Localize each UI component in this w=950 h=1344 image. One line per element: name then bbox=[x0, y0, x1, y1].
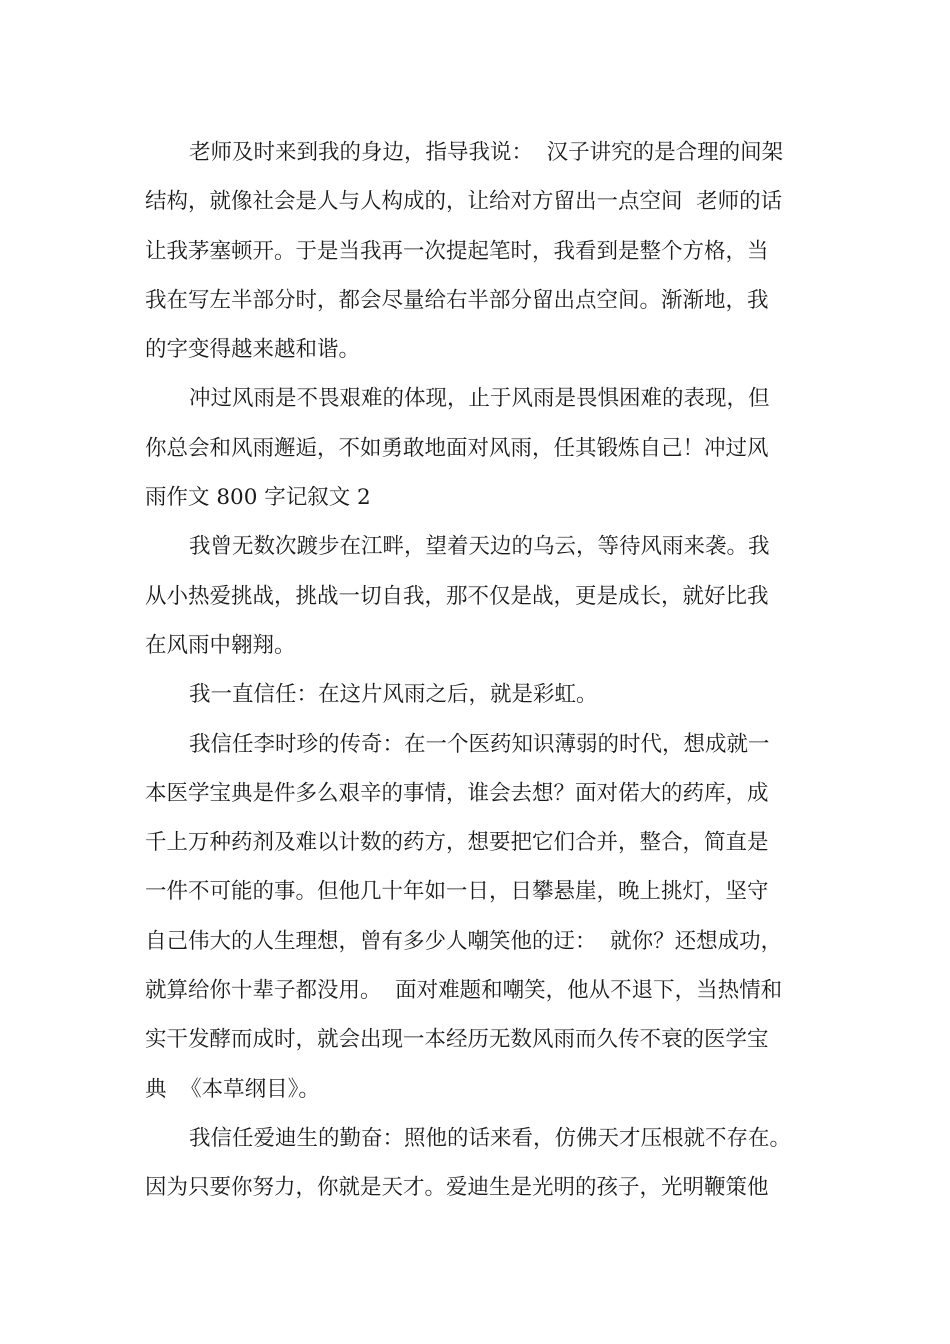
document-body bbox=[145, 128, 815, 1213]
paragraph-5 bbox=[145, 720, 815, 1114]
text-line: 你总会和风雨邂逅，不如勇敢地面对风雨，任其锻炼自己！冲过风 bbox=[145, 435, 769, 461]
paragraph-4 bbox=[145, 670, 815, 719]
text-line: 雨作文 800 字记叙文 2 bbox=[145, 485, 371, 511]
paragraph-1 bbox=[145, 128, 815, 374]
paragraph-3 bbox=[145, 522, 815, 670]
text-line: 我曾无数次踱步在江畔，望着天边的乌云，等待风雨来袭。我 bbox=[189, 534, 770, 560]
text-line: 千上万种药剂及难以计数的药方，想要把它们合并，整合，简直是 bbox=[145, 830, 769, 856]
text-line: 我一直信任：在这片风雨之后，就是彩虹。 bbox=[189, 682, 598, 708]
text-line: 本医学宝典是件多么艰辛的事情，谁会去想？面对偌大的药库，成 bbox=[145, 780, 769, 806]
text-line: 实干发酵而成时，就会出现一本经历无数风雨而久传不衰的医学宝 bbox=[145, 1027, 769, 1053]
text-line: 让我茅塞顿开。于是当我再一次提起笔时，我看到是整个方格，当 bbox=[145, 238, 769, 264]
paragraph-2 bbox=[145, 374, 815, 522]
text-line: 因为只要你努力，你就是天才。爱迪生是光明的孩子，光明鞭策他 bbox=[145, 1175, 769, 1201]
text-line: 老师及时来到我的身边，指导我说： 汉子讲究的是合理的间架 bbox=[189, 140, 784, 165]
text-line: 冲过风雨是不畏艰难的体现，止于风雨是畏惧困难的表现，但 bbox=[189, 386, 770, 412]
text-line: 从小热爱挑战，挑战一切自我，那不仅是战，更是成长，就好比我 bbox=[145, 583, 769, 609]
text-line: 就算给你十辈子都没用。 面对难题和嘲笑，他从不退下，当热情和 bbox=[145, 978, 783, 1004]
text-line: 典 《本草纲目》。 bbox=[145, 1076, 320, 1102]
text-line: 我在写左半部分时，都会尽量给右半部分留出点空间。渐渐地，我 bbox=[145, 287, 769, 313]
text-line: 我信任李时珍的传奇：在一个医药知识薄弱的时代，想成就一 bbox=[189, 731, 770, 757]
text-line: 结构，就像社会是人与人构成的，让给对方留出一点空间 老师的话 bbox=[145, 189, 783, 215]
text-line: 我信任爱迪生的勤奋：照他的话来看，仿佛天才压根就不存在。 bbox=[189, 1125, 792, 1151]
paragraph-6 bbox=[145, 1114, 815, 1213]
text-line: 一件不可能的事。但他几十年如一日，日攀悬崖，晚上挑灯，坚守 bbox=[145, 879, 769, 905]
text-line: 自己伟大的人生理想，曾有多少人嘲笑他的迂： 就你？还想成功， bbox=[145, 928, 783, 954]
text-line: 在风雨中翱翔。 bbox=[145, 632, 296, 658]
text-line: 的字变得越来越和谐。 bbox=[145, 337, 361, 363]
